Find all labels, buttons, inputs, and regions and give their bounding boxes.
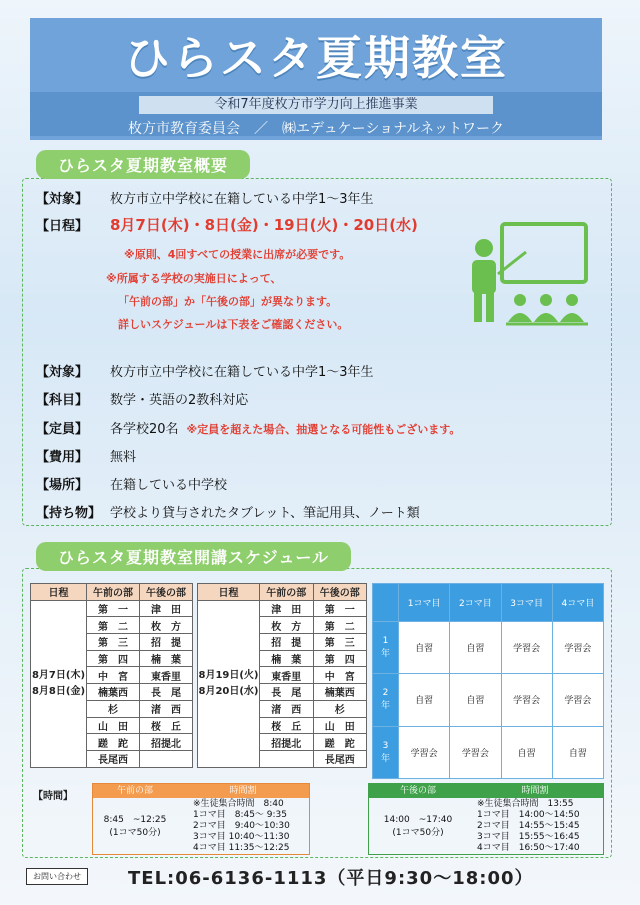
overview-item-fee: 【費用】 無料 (36, 450, 137, 465)
table-cell: 東香里 (140, 667, 193, 684)
header-subtitle: 令和7年度枚方市学力向上推進事業 (139, 96, 494, 114)
am-timetable: ※生徒集合時間 8:40 1コマ目 8:45～ 9:35 2コマ目 9:40～10:30 3コマ目 10:40～11:30 4コマ目 11:35～12:25 (193, 799, 290, 853)
year-label: 3 年 (373, 726, 399, 778)
table-cell: 長尾西 (313, 750, 367, 767)
overview-item-subject: 【科目】 数学・英語の2教科対応 (36, 393, 249, 408)
table-cell: 第 四 (313, 650, 367, 667)
schedule-table-left (30, 583, 193, 768)
table-cell: 津 田 (140, 600, 193, 617)
table-cell: 楠葉西 (313, 684, 367, 701)
table-cell: 第 二 (87, 617, 140, 634)
contact-tel: TEL:06-6136-1113（平日9:30～18:00） (128, 868, 534, 889)
overview-item-place: 【場所】 在籍している中学校 (36, 478, 228, 493)
period-cell: 学習会 (399, 726, 450, 778)
table-cell: 第 三 (313, 634, 367, 651)
table-cell: 楠 葉 (260, 650, 314, 667)
header-organizers: 枚方市教育委員会 ／ ㈱エデュケーショナルネットワーク (128, 121, 504, 137)
table-cell: 中 宮 (87, 667, 140, 684)
empty-cell (140, 750, 193, 767)
table-cell: 長 尾 (140, 684, 193, 701)
table-cell: 長尾西 (87, 750, 140, 767)
period-cell: 自習 (552, 726, 603, 778)
table-cell: 招提北 (260, 734, 314, 751)
table-cell: 第 二 (313, 617, 367, 634)
table-cell: 第 一 (313, 600, 367, 617)
period-cell: 学習会 (450, 726, 501, 778)
header-pm: 午後の部 (313, 584, 367, 601)
table-cell: 蹉 跎 (313, 734, 367, 751)
table-cell: 蹉 跎 (87, 734, 140, 751)
table-cell: 楠葉西 (87, 684, 140, 701)
table-cell: 桜 丘 (140, 717, 193, 734)
table-cell: 杉 (87, 700, 140, 717)
table-cell: 招 提 (140, 634, 193, 651)
schedule-table-right (197, 583, 367, 768)
period-cell: 自習 (450, 674, 501, 726)
dates-cell: 8月7日(木) 8月8日(金) (31, 600, 87, 767)
header-date: 日程 (198, 584, 260, 601)
table-cell: 津 田 (260, 600, 314, 617)
header-banner (30, 18, 602, 140)
table-cell: 桜 丘 (260, 717, 314, 734)
period-header: 1コマ目 (399, 584, 450, 622)
table-cell: 渚 西 (140, 700, 193, 717)
corner-cell (373, 584, 399, 622)
overview-date-row: 【日程】 8月7日(木)・8日(金)・19日(火)・20日(水) (36, 216, 418, 234)
overview-item-capacity: 【定員】 各学校20名 ※定員を超えた場合、抽選となる可能性もございます。 (36, 422, 461, 437)
table-cell: 渚 西 (260, 700, 314, 717)
period-cell: 学習会 (501, 674, 552, 726)
header-date: 日程 (31, 584, 87, 601)
period-cell: 自習 (399, 622, 450, 674)
table-cell: 杉 (313, 700, 367, 717)
table-cell: 長 尾 (260, 684, 314, 701)
date-note-4: 詳しいスケジュールは下表をご確認ください。 (118, 318, 349, 331)
period-header: 2コマ目 (450, 584, 501, 622)
table-cell: 第 四 (87, 650, 140, 667)
table-cell: 中 宮 (313, 667, 367, 684)
pm-time-box (368, 783, 604, 855)
period-cell: 自習 (399, 674, 450, 726)
year-label: 1 年 (373, 622, 399, 674)
period-table (372, 583, 604, 779)
date-note-2: ※所属する学校の実施日によって、 (106, 272, 282, 285)
contact-label: お問い合わせ (26, 868, 88, 885)
period-cell: 自習 (450, 622, 501, 674)
table-cell: 山 田 (313, 717, 367, 734)
page-title: ひらスタ夏期教室 (124, 31, 508, 85)
period-cell: 学習会 (552, 622, 603, 674)
year-label: 2 年 (373, 674, 399, 726)
table-cell: 東香里 (260, 667, 314, 684)
am-time-box (92, 783, 310, 855)
am-head: 午前の部 (93, 784, 177, 798)
period-cell: 学習会 (552, 674, 603, 726)
header-pm: 午後の部 (140, 584, 193, 601)
overview-item-belongings: 【持ち物】 学校より貸与されたタブレット、筆記用具、ノート類 (36, 506, 420, 521)
period-cell: 学習会 (501, 622, 552, 674)
am-timetable-head: 時間割 (177, 784, 309, 798)
period-header: 4コマ目 (552, 584, 603, 622)
overview-target-row: 【対象】 枚方市立中学校に在籍している中学1～3年生 (36, 192, 374, 207)
table-cell: 枚 方 (260, 617, 314, 634)
dates-cell: 8月19日(火) 8月20日(水) (198, 600, 260, 767)
header-am: 午前の部 (260, 584, 314, 601)
pm-timetable-head: 時間割 (467, 784, 603, 798)
teacher-classroom-icon (462, 218, 592, 328)
table-cell: 楠 葉 (140, 650, 193, 667)
table-cell: 第 一 (87, 600, 140, 617)
time-label: 【時間】 (33, 791, 73, 802)
schedule-heading: ひらスタ夏期教室開講スケジュール (36, 542, 351, 571)
table-cell: 山 田 (87, 717, 140, 734)
pm-range: 14:00 ~17:40 (1コマ50分) (383, 815, 453, 838)
period-header: 3コマ目 (501, 584, 552, 622)
table-cell: 第 三 (87, 634, 140, 651)
period-cell: 自習 (501, 726, 552, 778)
table-cell: 招提北 (140, 734, 193, 751)
table-cell: 枚 方 (140, 617, 193, 634)
am-range: 8:45 ~12:25 (1コマ50分) (103, 815, 167, 838)
overview-heading: ひらスタ夏期教室概要 (36, 150, 250, 179)
overview-item-target: 【対象】 枚方市立中学校に在籍している中学1～3年生 (36, 365, 374, 380)
table-cell: 招 提 (260, 634, 314, 651)
date-note-1: ※原則、4回すべての授業に出席が必要です。 (124, 248, 351, 261)
date-note-3: 「午前の部」か「午後の部」が異なります。 (118, 295, 338, 308)
pm-timetable: ※生徒集合時間 13:55 1コマ目 14:00～14:50 2コマ目 14:55～15:45 3コマ目 15:55～16:45 4コマ目 16:50～17:40 (477, 799, 580, 853)
header-am: 午前の部 (87, 584, 140, 601)
pm-head: 午後の部 (369, 784, 467, 798)
empty-cell (260, 750, 314, 767)
